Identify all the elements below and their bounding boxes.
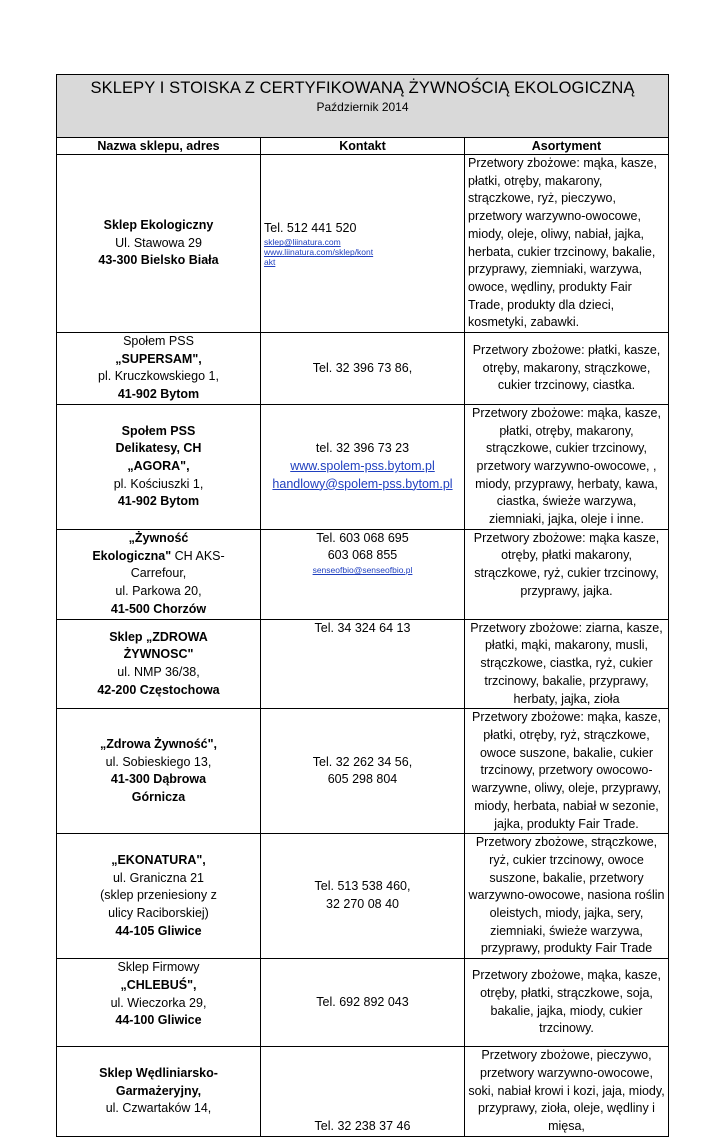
shop-city: 41-300 Dąbrowa	[110, 772, 207, 787]
shop-name: „EKONATURA",	[111, 852, 206, 867]
email-link[interactable]: senseofbio@senseofbio.pl	[312, 565, 413, 576]
table-row	[57, 333, 669, 405]
shop-name-cell	[57, 529, 261, 619]
table-row	[57, 709, 669, 834]
shop-phone: Tel. 32 238 37 46	[314, 1118, 411, 1133]
shop-phone: Tel. 692 892 043	[316, 994, 409, 1009]
shop-address: ul. NMP 36/38,	[117, 665, 200, 680]
table-row	[57, 155, 669, 333]
shop-city: 41-902 Bytom	[117, 494, 200, 509]
shop-address: ul. Parkowa 20,	[115, 584, 202, 599]
contact-cell	[261, 155, 465, 333]
assortment-cell: Przetwory zbożowe: ziarna, kasze, płatki, mąki, makarony, musli, strączkowe, ciastka, ryż, cukier trzcinowy, bakalie, przyprawy, herbaty, jajka, zioła	[465, 619, 669, 709]
column-header-contact: Kontakt	[261, 138, 465, 155]
shop-phone: Tel. 34 324 64 13	[314, 620, 411, 635]
website-link[interactable]: www.liinatura.com/sklep/kont	[264, 247, 374, 258]
assortment-cell: Przetwory zbożowe: mąka, kasze, płatki, otręby, makarony, strączkowe, cukier trzcinowy, przetwory warzywno-owocowe, , miody, przyprawy, herbaty, kawa, ciastka, świeże warzywa, ziemniaki, jajka, oleje i inne.	[465, 404, 669, 529]
shop-note-cont: ulicy Raciborskiej)	[108, 906, 209, 921]
page-subtitle: Październik 2014	[316, 100, 409, 114]
shop-name-cell	[57, 333, 261, 405]
table-row	[57, 404, 669, 529]
table-row	[57, 959, 669, 1047]
page-title: SKLEPY I STOISKA Z CERTYFIKOWANĄ ŻYWNOŚCIĄ EKOLOGICZNĄ	[90, 79, 635, 97]
document-page	[56, 74, 669, 1137]
table-row	[57, 1047, 669, 1137]
contact-cell	[261, 959, 465, 1047]
shop-name: Społem PSS	[123, 334, 194, 349]
website-link-cont[interactable]: akt	[264, 257, 276, 268]
shop-name: Sklep Ekologiczny	[103, 217, 214, 232]
shop-name-cell	[57, 155, 261, 333]
shop-brand: „AGORA",	[127, 458, 190, 473]
contact-cell	[261, 529, 465, 619]
shop-phone: Tel. 32 262 34 56,	[312, 754, 413, 769]
shop-phone-2: 603 068 855	[327, 548, 398, 563]
shop-city-cont: Górnicza	[131, 789, 186, 804]
contact-cell	[261, 834, 465, 959]
shop-name-cell	[57, 1047, 261, 1137]
title-cell	[57, 75, 669, 138]
shop-phone-2: 605 298 804	[327, 772, 398, 787]
shop-name: Sklep „ZDROWA	[109, 629, 208, 644]
shop-location: CH AKS-	[174, 548, 225, 563]
shop-name-cell	[57, 404, 261, 529]
assortment-cell: Przetwory zbożowe, mąka, kasze, otręby, płatki, strączkowe, soja, bakalie, jajka, miody, cukier trzcinowy.	[465, 959, 669, 1047]
contact-cell	[261, 709, 465, 834]
shop-name-line	[60, 548, 257, 566]
shop-brand: „SUPERSAM",	[115, 351, 202, 366]
shop-address: pl. Kruczkowskiego 1,	[98, 369, 219, 384]
shop-phone: tel. 32 396 73 23	[315, 441, 410, 456]
assortment-cell: Przetwory zbożowe: płatki, kasze, otręby, makarony, strączkowe, cukier trzcinowy, ciastka.	[465, 333, 669, 405]
shop-note: (sklep przeniesiony z	[100, 888, 217, 903]
table-row	[57, 834, 669, 959]
shops-table	[56, 74, 669, 1137]
shop-address: pl. Kościuszki 1,	[113, 476, 204, 491]
shop-address: ul. Wieczorka 29,	[110, 995, 207, 1010]
table-row	[57, 529, 669, 619]
shop-name-cont: Ekologiczna"	[92, 548, 172, 563]
shop-name-cell	[57, 709, 261, 834]
shop-name-cont: ŻYWNOSC"	[123, 647, 194, 662]
shop-address: ul. Sobieskiego 13,	[105, 754, 212, 769]
column-header-row	[57, 138, 669, 155]
shop-address: Ul. Stawowa 29	[115, 235, 202, 250]
shop-phone: Tel. 513 538 460,	[314, 879, 411, 894]
shop-name-cell	[57, 834, 261, 959]
assortment-cell: Przetwory zbożowe, pieczywo, przetwory warzywno-owocowe, soki, nabiał krowi i kozi, jaja, miody, przyprawy, zioła, oleje, wędliny i mięsa,	[465, 1047, 669, 1137]
shop-name: Społem PSS	[121, 423, 196, 438]
shop-city: 44-100 Gliwice	[115, 1013, 202, 1028]
shop-name-cont: Garmażeryjny,	[115, 1083, 202, 1098]
shop-name: „Zdrowa Żywność",	[99, 736, 218, 751]
title-row	[57, 75, 669, 138]
column-header-assortment: Asortyment	[465, 138, 669, 155]
shop-brand: „CHLEBUŚ",	[120, 977, 197, 992]
shop-phone: Tel. 32 396 73 86,	[312, 360, 413, 375]
table-row	[57, 619, 669, 709]
shop-city: 43-300 Bielsko Biała	[98, 253, 219, 268]
shop-name: Sklep Firmowy	[117, 960, 200, 975]
shop-city: 41-902 Bytom	[117, 387, 200, 402]
contact-cell	[261, 333, 465, 405]
website-link[interactable]: www.spolem-pss.bytom.pl	[290, 458, 435, 473]
shop-address: ul. Graniczna 21	[112, 870, 205, 885]
shop-address: ul. Czwartaków 14,	[105, 1101, 212, 1116]
shop-city: 41-500 Chorzów	[110, 601, 207, 616]
assortment-cell: Przetwory zbożowe: mąka kasze, otręby, płatki makarony, strączkowe, ryż, cukier trzcinowy, przyprawy, jajka.	[465, 529, 669, 619]
shop-phone-2: 32 270 08 40	[326, 897, 399, 912]
shop-city: 44-105 Gliwice	[115, 923, 202, 938]
assortment-cell: Przetwory zbożowe, strączkowe, ryż, cukier trzcinowy, owoce suszone, bakalie, przetwory warzywno-owocowe, nasiona roślin oleistych, miody, jajka, sery, ziemniaki, świeże warzywa, przyprawy, produkty Fair Trade	[465, 834, 669, 959]
email-link[interactable]: handlowy@spolem-pss.bytom.pl	[272, 476, 453, 491]
shop-name: Sklep Wędliniarsko-	[99, 1065, 218, 1080]
assortment-cell: Przetwory zbożowe: mąka, kasze, płatki, otręby, makarony, strączkowe, ryż, pieczywo, przetwory warzywno-owocowe, miody, oleje, oliwy, nabiał, jajka, herbata, cukier trzcinowy, bakalie, przyprawy, ziemniaki, warzywa, owoce, wędliny, produkty Fair Trade, produkty dla dzieci, kosmetyki, zabawki.	[465, 155, 669, 333]
shop-type: Delikatesy, CH	[115, 441, 202, 456]
assortment-cell: Przetwory zbożowe: mąka, kasze, płatki, otręby, ryż, strączkowe, owoce suszone, bakalie, cukier trzcinowy, przetwory owocowo-warzywne, oliwy, oleje, przyprawy, miody, herbata, nabiał w sezonie, jajka, produkty Fair Trade.	[465, 709, 669, 834]
contact-cell	[261, 619, 465, 709]
column-header-name: Nazwa sklepu, adres	[57, 138, 261, 155]
email-link[interactable]: sklep@liinatura.com	[264, 237, 341, 248]
shop-location-cont: Carrefour,	[130, 566, 187, 581]
shop-phone: Tel. 512 441 520	[264, 220, 357, 235]
shop-city: 42-200 Częstochowa	[97, 682, 220, 697]
contact-cell	[261, 1047, 465, 1137]
shop-phone: Tel. 603 068 695	[316, 530, 409, 545]
contact-cell	[261, 404, 465, 529]
shop-name-cell	[57, 959, 261, 1047]
shop-name: „Żywność	[128, 531, 189, 545]
shop-name-cell	[57, 619, 261, 709]
